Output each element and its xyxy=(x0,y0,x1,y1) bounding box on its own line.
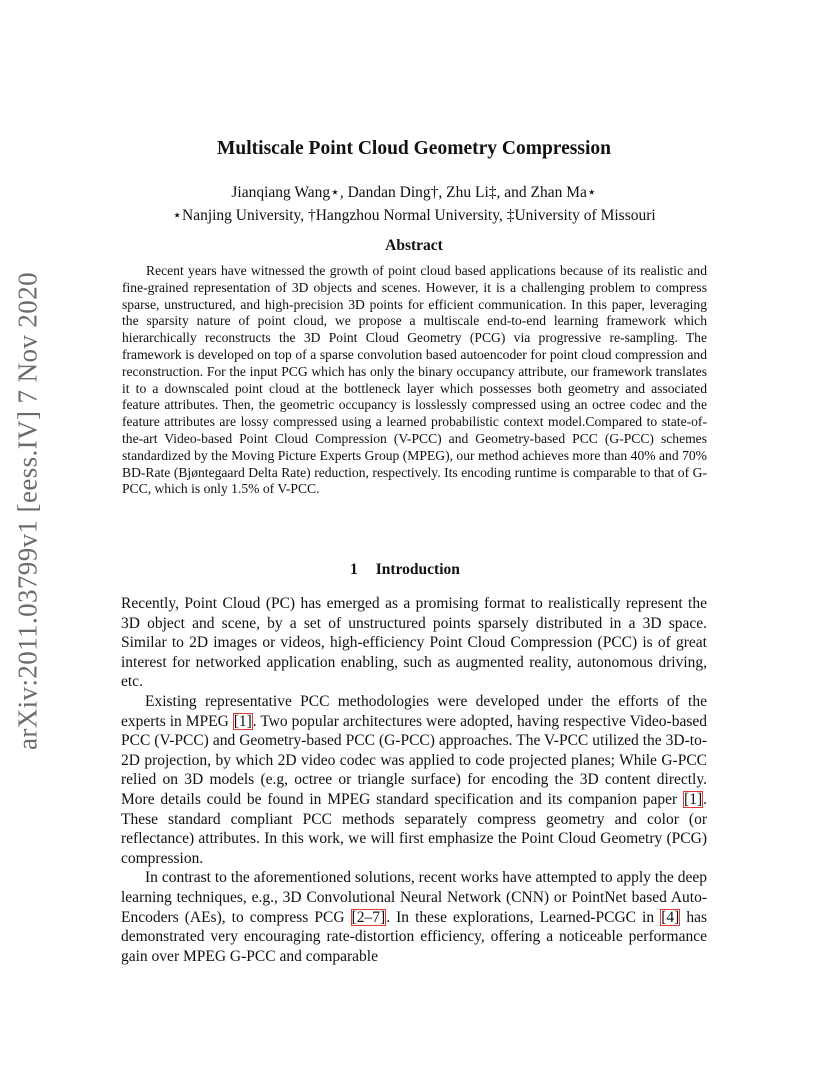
intro-p2-text-a: Existing representative PCC methodologies were developed under the efforts of the experts in MPEG xyxy=(121,692,707,730)
arxiv-sidebar-stamp xyxy=(2,271,54,750)
intro-paragraph-3 xyxy=(121,868,707,966)
paper-title: Multiscale Point Cloud Geometry Compression xyxy=(217,138,611,159)
citation-link-4[interactable]: [4] xyxy=(661,908,680,926)
abstract-heading: Abstract xyxy=(385,237,443,254)
intro-p3-text-b: . In these explorations, Learned-PCGC in xyxy=(386,908,661,926)
intro-p2-text-b: . Two popular architectures were adopted, having respective Video-based PCC (V-PCC) and Geometry-based PCC (G-PCC) approaches. The V-PCC utilized the 3D-to-2D projection, by which 2D video codec was applied to code projected planes; While G-PCC relied on 3D models (e.g, octree or triangle surface) for encoding the 3D content directly. More details could be found in MPEG standard specification and its companion paper xyxy=(121,712,707,808)
arxiv-id-text: arXiv:2011.03799v1 [eess.IV] 7 Nov 2020 xyxy=(12,271,43,750)
intro-p2-text-c: . These standard compliant PCC methods separately compress geometry and color (or reflectance) attributes. In this work, we will first emphasize the Point Cloud Geometry (PCG) compression. xyxy=(121,790,707,867)
intro-paragraph-1: Recently, Point Cloud (PC) has emerged as a promising format to realistically represent the 3D object and scene, by a set of unstructured points sparsely distributed in a 3D space. Similar to 2D images or videos, high-efficiency Point Cloud Compression (PCC) is of great interest for networked application enabling, such as augmented reality, autonomous driving, etc. xyxy=(121,595,707,691)
citation-link-1b[interactable]: [1] xyxy=(684,790,703,808)
section-number: 1 xyxy=(350,561,358,578)
intro-paragraph-2 xyxy=(121,692,707,868)
citation-link-1[interactable]: [1] xyxy=(233,712,252,730)
section-title: Introduction xyxy=(375,561,460,578)
abstract-body: Recent years have witnessed the growth of point cloud based applications because of its realistic and fine-grained representation of 3D objects and scenes. However, it is a challenging problem to compress sparse, unstructured, and high-precision 3D points for efficient communication. In this paper, leveraging the sparsity nature of point cloud, we propose a multiscale end-to-end learning framework which hierarchically reconstructs the 3D Point Cloud Geometry (PCG) via progressive re-sampling. The framework is developed on top of a sparse convolution based autoencoder for point cloud compression and reconstruction. For the input PCG which has only the binary occupancy attribute, our framework translates it to a downscaled point cloud at the bottleneck layer which possesses both geometry and associated feature attributes. Then, the geometric occupancy is losslessly compressed using an octree codec and the feature attributes are lossy compressed using a learned probabilistic context model.Compared to state-of-the-art Video-based Point Cloud Compression (V-PCC) and Geometry-based PCC (G-PCC) schemes standardized by the Moving Picture Experts Group (MPEG), our method achieves more than 40% and 70% BD-Rate (Bjøntegaard Delta Rate) reduction, respectively. Its encoding runtime is comparable to that of G-PCC, which is only 1.5% of V-PCC. xyxy=(122,263,707,497)
citation-link-2-7[interactable]: [2–7] xyxy=(351,908,386,926)
author-list: Jianqiang Wang⋆, Dandan Ding†, Zhu Li‡, and Zhan Ma⋆ xyxy=(231,184,597,201)
intro-p3-text-a: In contrast to the aforementioned solutions, recent works have attempted to apply the deep learning techniques, e.g., 3D Convolutional Neural Network (CNN) or PointNet based Auto-Encoders (AEs), to compress PCG xyxy=(121,869,707,926)
introduction-body xyxy=(121,594,707,966)
intro-p3-text-c: has demonstrated very encouraging rate-distortion efficiency, offering a noticeable performance gain over MPEG G-PCC and comparable xyxy=(121,908,707,965)
section-heading-introduction xyxy=(350,559,460,581)
affiliations: ⋆Nanjing University, †Hangzhou Normal University, ‡University of Missouri xyxy=(172,207,656,224)
